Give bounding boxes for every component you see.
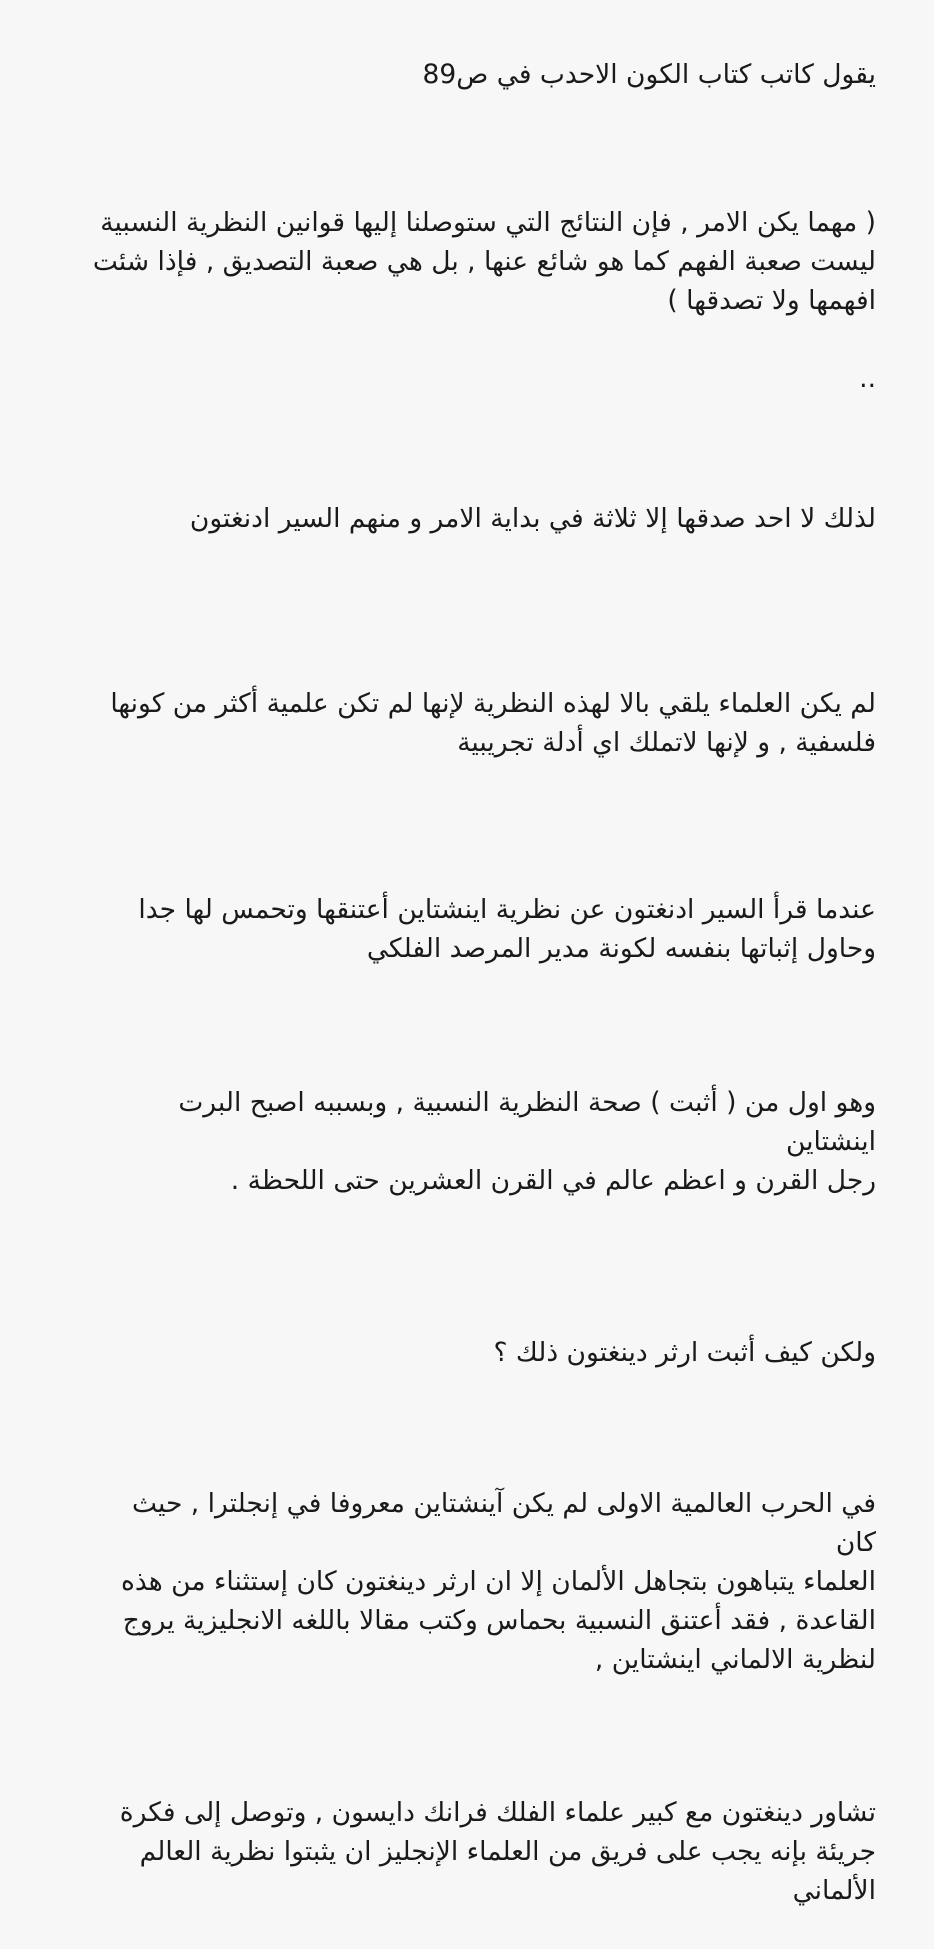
paragraph-scientists-ignored: لم يكن العلماء يلقي بالا لهذه النظرية لإنها لم تكن علمية أكثر من كونها فلسفية , و لإنها لاتملك اي أدلة تجريبية <box>110 688 876 758</box>
paragraph-ellipsis: .. <box>859 363 876 394</box>
paragraph-eddington-read: عندما قرأ السير ادنغتون عن نظرية اينشتاين أعتنقها وتحمس لها جدا وحاول إثباتها بنفسه لكونة مدير المرصد الفلكي <box>138 894 876 964</box>
paragraph-dyson: تشاور دينغتون مع كبير علماء الفلك فرانك دايسون , وتوصل إلى فكرة جريئة بإنه يجب على فريق من العلماء الإنجليز ان يثبتوا نظرية العالم الألماني <box>119 1797 876 1906</box>
paragraph-quote: ( مهما يكن الامر , فإن النتائج التي ستوصلنا إليها قوانين النظرية النسبية ليست صعبة الفهم كما هو شائع عنها , بل هي صعبة التصديق , فإذا شئت افهمها ولا تصدقها ) <box>92 207 876 316</box>
paragraph-ww1: في الحرب العالمية الاولى لم يكن آينشتاين معروفا في إنجلترا , حيث كان العلماء يتباهون بتجاهل الألمان إلا ان ارثر دينغتون كان إستثناء من هذه القاعدة , فقد أعتنق النسبية بحماس وكتب مقالا باللغه الانجليزية يروج لنظرية الالماني اينشتاين , <box>120 1488 876 1675</box>
paragraph-eddington-believer: لذلك لا احد صدقها إلا ثلاثة في بداية الامر و منهم السير ادنغتون <box>189 503 876 534</box>
paragraph-intro: يقول كاتب كتاب الكون الاحدب في ص89 <box>422 59 876 90</box>
paragraph-question: ولكن كيف أثبت ارثر دينغتون ذلك ؟ <box>493 1337 876 1368</box>
paragraph-first-proof: وهو اول من ( أثبت ) صحة النظرية النسبية , وبسببه اصبح البرت اينشتاين رجل القرن و اعظم عالم في القرن العشرين حتى اللحظة . <box>178 1087 876 1196</box>
